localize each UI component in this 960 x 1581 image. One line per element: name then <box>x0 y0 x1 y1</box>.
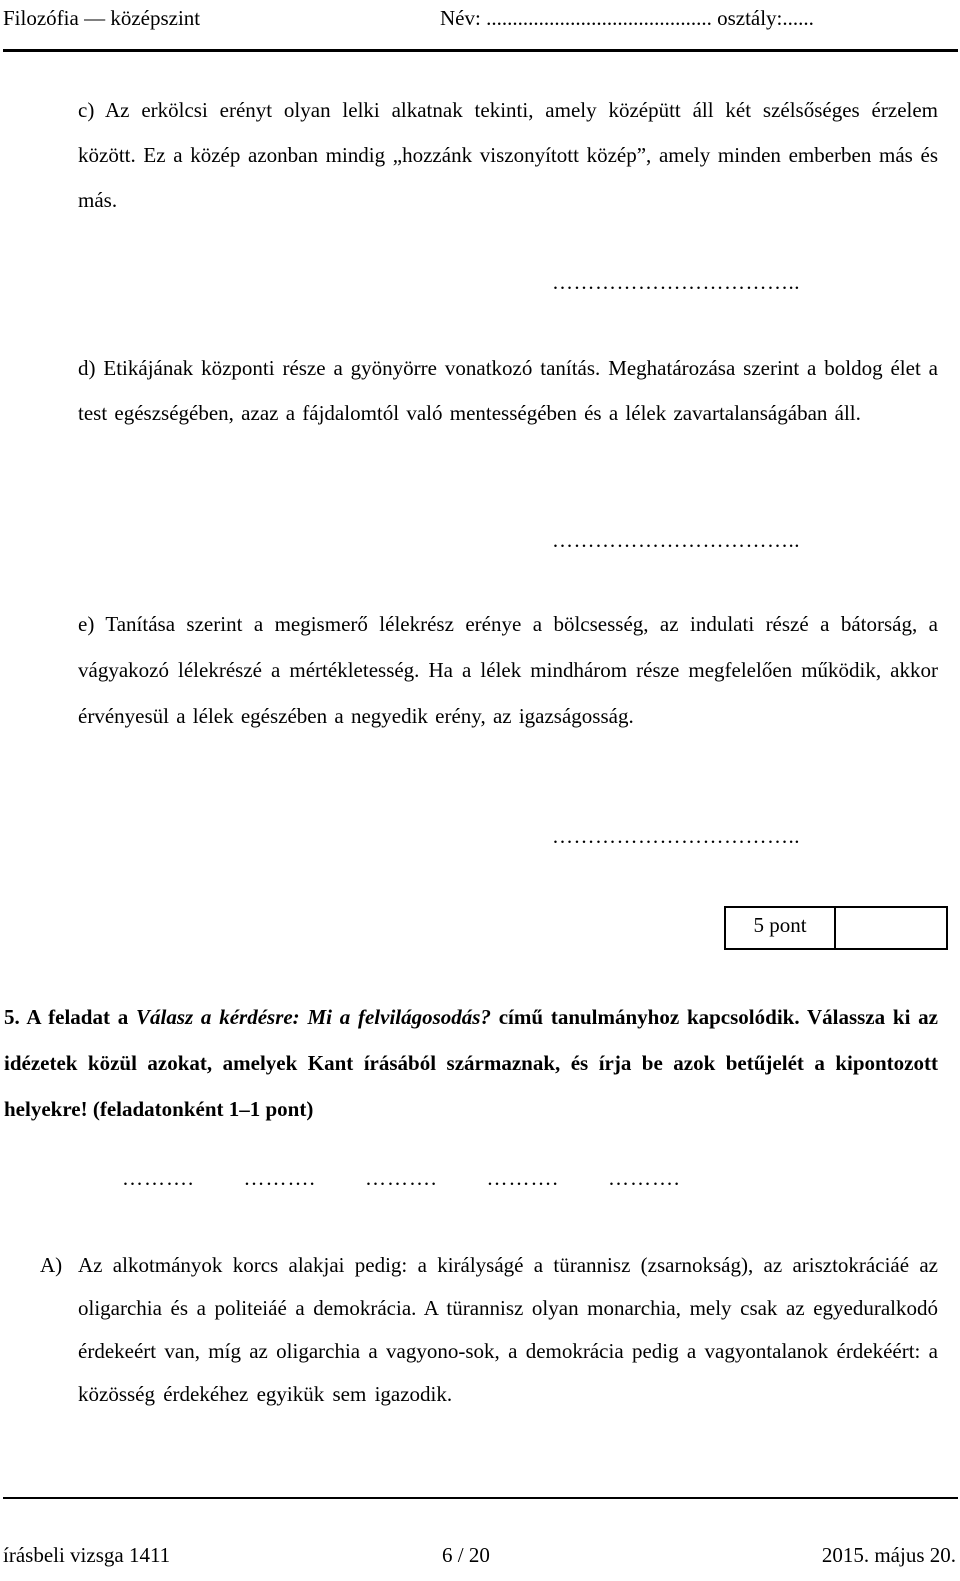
answer-blank-d[interactable]: …………………………….. <box>552 528 800 552</box>
answer-blank-3[interactable]: ………. <box>365 1166 438 1190</box>
score-box <box>724 906 948 950</box>
name-class-field[interactable]: Név: ........................................... osztály:...... <box>440 6 814 30</box>
score-label: 5 pont <box>726 908 836 948</box>
task-5-intro: 5. A feladat a <box>4 1005 136 1029</box>
answer-blank-c[interactable]: …………………………….. <box>552 270 800 294</box>
answer-blank-e[interactable]: …………………………….. <box>552 824 800 848</box>
footer-page-number: 6 / 20 <box>442 1543 490 1567</box>
task-5-instructions <box>4 994 938 1132</box>
answer-blank-2[interactable]: ………. <box>243 1166 316 1190</box>
item-c-text: c) Az erkölcsi erényt olyan lelki alkatnak tekinti, amely középütt áll két szélsőséges érzelem között. Ez a közép azonban mindig „hozzánk viszonyított közép”, amely minden emberben más és más. <box>78 98 938 212</box>
answer-blank-4[interactable]: ………. <box>486 1166 559 1190</box>
task-5-rest: című tanulmányhoz kapcsolódik. Válassza ki az idézetek közül azokat, amelyek Kant írásából származnak, és írja be azok betűjelét a kipontozott helyekre! (feladatonként 1–1 pont) <box>4 1005 938 1121</box>
header-divider <box>3 49 958 52</box>
page-header <box>0 0 960 52</box>
subject-title: Filozófia — középszint <box>3 6 201 30</box>
quote-A-text: Az alkotmányok korcs alakjai pedig: a királyságé a türannisz (zsarnokság), az arisztokráciáé az oligarchia és a politeiáé a demokrácia. A türannisz olyan monarchia, mely csak az egyeduralkodó érdekeért van, míg az oligarchia a vagyono-sok, a demokrácia pedig a vagyontalanok érdekéért: a közösség érdekéhez egyikük sem igazodik. <box>78 1253 938 1406</box>
answer-blank-5[interactable]: ………. <box>608 1166 681 1190</box>
footer-date: 2015. május 20. <box>821 1543 956 1567</box>
answer-blank-1[interactable]: ………. <box>122 1166 195 1190</box>
task-5-work-title: Válasz a kérdésre: Mi a felvilágosodás? <box>135 1005 491 1029</box>
footer-divider <box>3 1497 958 1499</box>
footer-exam-code: írásbeli vizsga 1411 <box>3 1543 171 1567</box>
quote-A-letter: A) <box>40 1253 63 1277</box>
item-d-text: d) Etikájának központi része a gyönyörre vonatkozó tanítás. Meghatározása szerint a boldog élet a test egészségében, azaz a fájdalomtól való mentességében és a lélek zavartalanságában áll. <box>78 356 938 425</box>
answer-blanks-row <box>122 1166 724 1191</box>
item-e-text: e) Tanítása szerint a megismerő lélekrész erénye a bölcsesség, az indulati részé a bátorság, a vágyakozó lélekrészé a mértékletesség. Ha a lélek mindhárom része megfelelően működik, akkor érvényesül a lélek egészében a negyedik erény, az igazságosság. <box>78 612 938 728</box>
